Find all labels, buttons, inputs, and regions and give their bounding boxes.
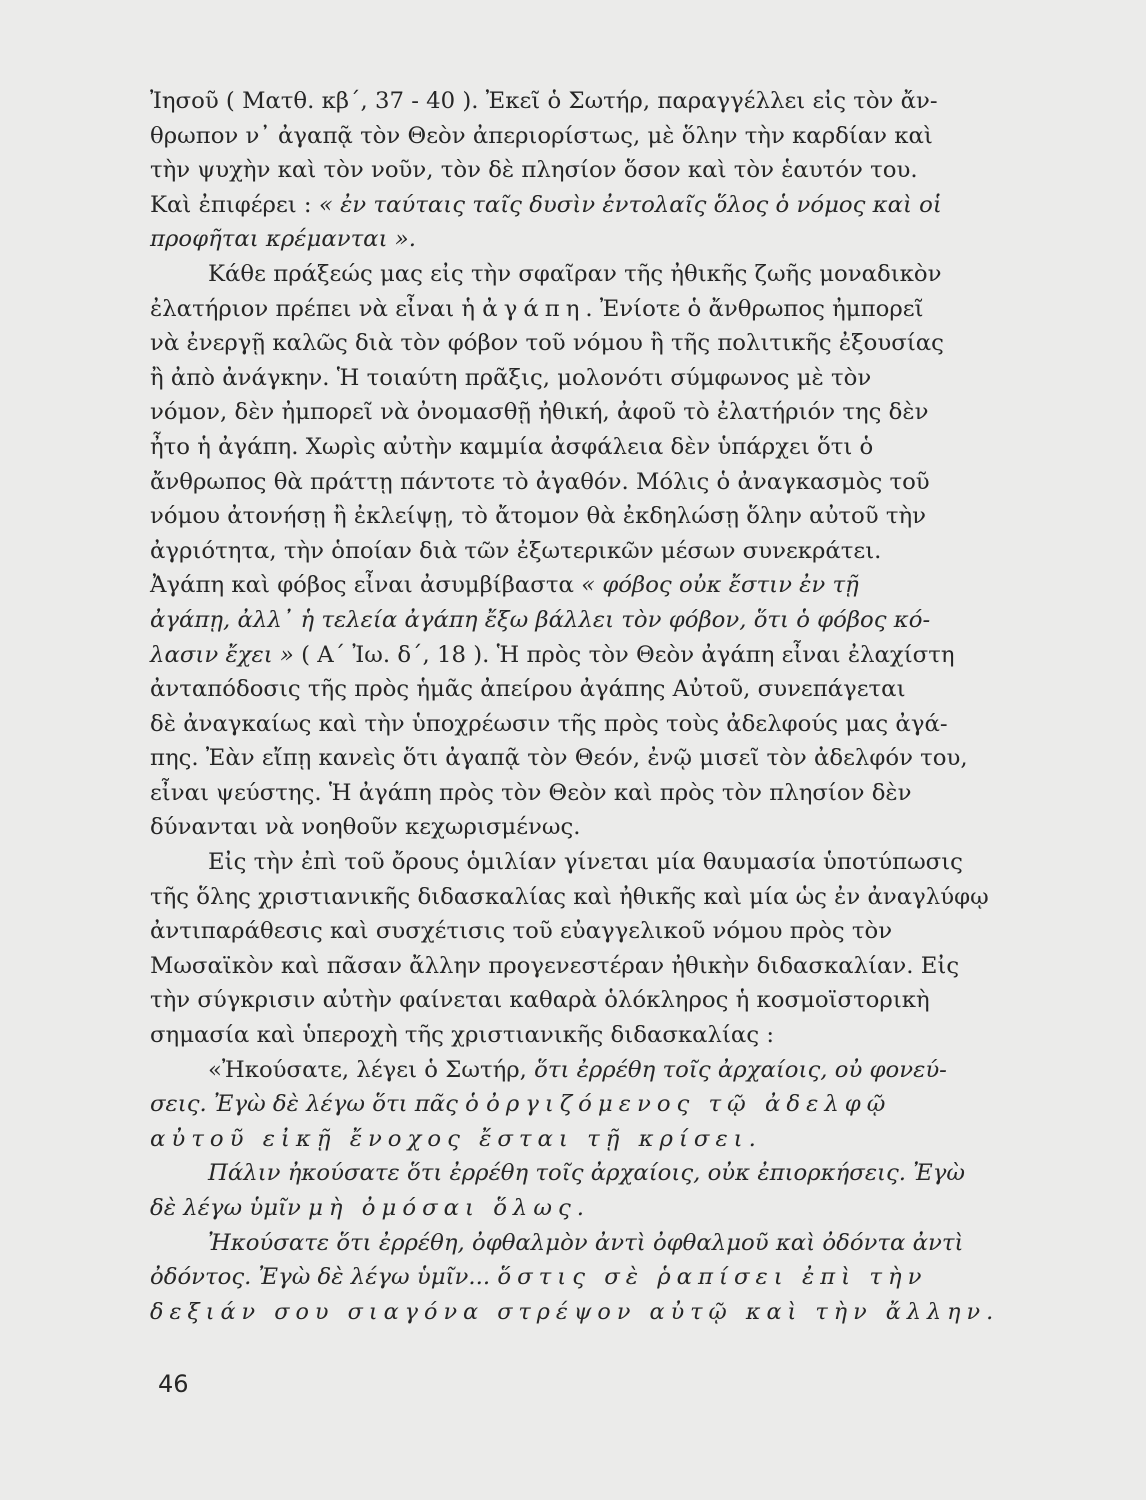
- text-line: τῆς ὅλης χριστιανικῆς διδασκαλίας καὶ ἠθικῆς καὶ μία ὡς ἐν ἀναγλύφῳ: [150, 883, 989, 910]
- text-line: νὰ ἐνεργῇ καλῶς διὰ τὸν φόβον τοῦ νόμου ἢ τῆς πολιτικῆς ἐξουσίας: [150, 330, 944, 357]
- text-line: ἄνθρωπος θὰ πράττῃ πάντοτε τὸ ἀγαθόν. Μόλις ὁ ἀναγκασμὸς τοῦ: [150, 468, 930, 495]
- text-line: εἶναι ψεύστης. Ἡ ἀγάπη πρὸς τὸν Θεὸν καὶ πρὸς τὸν πλησίον δὲν: [150, 779, 912, 806]
- text-line: τὴν σύγκρισιν αὐτὴν φαίνεται καθαρὰ ὁλόκληρος ἡ κοσμοϊστορικὴ: [150, 987, 930, 1014]
- body-text: [150, 84, 1002, 1329]
- text-segment: Ἀγάπη καὶ φόβος εἶναι ἀσυμβίβαστα: [150, 572, 574, 599]
- spaced-emphasis: ὅστις σὲ ῥαπίσει ἐπὶ τὴν: [497, 1264, 928, 1291]
- text-line: θρωπον ν᾽ ἀγαπᾷ τὸν Θεὸν ἀπεριορίστως, μὲ ὅλην τὴν καρδίαν καὶ: [150, 122, 933, 149]
- quote-italic: « ἐν ταύταις ταῖς δυσὶν ἐντολαῖς ὅλος ὁ νόμος καὶ οἱ: [318, 191, 942, 218]
- text-line: [150, 1191, 1002, 1226]
- spaced-emphasis: μὴ ὀμόσαι ὅλως.: [308, 1195, 590, 1221]
- text-line: Εἰς τὴν ἐπὶ τοῦ ὄρους ὁμιλίαν γίνεται μία θαυμασία ὑποτύπωσις: [208, 849, 963, 876]
- text-line: [150, 568, 1002, 603]
- quote-italic: λασιν ἔχει »: [150, 641, 294, 668]
- text-line: ἀντιπαράθεσις καὶ συσχέτισις τοῦ εὐαγγελικοῦ νόμου πρὸς τὸν: [150, 918, 893, 945]
- text-segment: Καὶ ἐπιφέρει :: [150, 191, 312, 218]
- text-line: Πάλιν ἠκούσατε ὅτι ἐρρέθη τοῖς ἀρχαίοις, οὐκ ἐπιορκήσεις. Ἐγὼ: [208, 1160, 965, 1187]
- text-segment: ( Α΄ Ἰω. δ΄, 18 ). Ἡ πρὸς τὸν Θεὸν ἀγάπη εἶναι ἐλαχίστη: [293, 641, 955, 668]
- text-line: [150, 1053, 1002, 1088]
- page-number: 46: [158, 1370, 189, 1398]
- text-line: νόμον, δὲν ἠμπορεῖ νὰ ὀνομασθῇ ἠθική, ἀφοῦ τὸ ἐλατήριόν της δὲν: [150, 399, 929, 426]
- text-line: [150, 638, 1002, 673]
- text-line: Ἰησοῦ ( Ματθ. κβ΄, 37 - 40 ). Ἐκεῖ ὁ Σωτήρ, παραγγέλλει εἰς τὸν ἄν-: [150, 88, 938, 114]
- text-line: τὴν ψυχὴν καὶ τὸν νοῦν, τὸν δὲ πλησίον ὅσον καὶ τὸν ἑαυτόν του.: [150, 157, 918, 184]
- text-segment: «Ἠκούσατε, λέγει ὁ Σωτήρ,: [208, 1056, 527, 1083]
- text-line: προφῆται κρέμανται ».: [150, 226, 416, 253]
- text-line: ἀγάπῃ, ἀλλ᾽ ἡ τελεία ἀγάπη ἔξω βάλλει τὸν φόβον, ὅτι ὁ φόβος κό-: [150, 606, 931, 633]
- quote-italic: « φόβος οὐκ ἔστιν ἐν τῇ: [581, 572, 859, 599]
- text-line: αὐτοῦ εἰκῇ ἔνοχος ἔσται τῇ κρίσει.: [150, 1125, 762, 1152]
- text-line: δὲ ἀναγκαίως καὶ τὴν ὑποχρέωσιν τῆς πρὸς τοὺς ἀδελφούς μας ἀγά-: [150, 710, 948, 737]
- spaced-emphasis: ὀργιζόμενος τῷ ἀδελφῷ: [486, 1091, 892, 1118]
- text-line: Κάθε πράξεώς μας εἰς τὴν σφαῖραν τῆς ἠθικῆς ζωῆς μοναδικὸν: [208, 260, 942, 287]
- text-line: σημασία καὶ ὑπεροχὴ τῆς χριστιανικῆς διδασκαλίας :: [150, 1022, 775, 1049]
- text-line: δύνανται νὰ νοηθοῦν κεχωρισμένως.: [150, 814, 581, 841]
- quote-italic: ὅτι ἐρρέθη τοῖς ἀρχαίοις, οὐ φονεύ-: [534, 1056, 947, 1083]
- quote-italic: σεις. Ἐγὼ δὲ λέγω ὅτι πᾶς ὁ: [150, 1091, 479, 1118]
- text-line: ἀγριότητα, τὴν ὁποίαν διὰ τῶν ἐξωτερικῶν μέσων συνεκράτει.: [150, 537, 882, 564]
- text-line: Μωσαϊκὸν καὶ πᾶσαν ἄλλην προγενεστέραν ἠθικὴν διδασκαλίαν. Εἰς: [150, 952, 960, 979]
- text-line: πης. Ἐὰν εἴπῃ κανεὶς ὅτι ἀγαπᾷ τὸν Θεόν, ἐνῷ μισεῖ τὸν ἀδελφόν του,: [150, 745, 968, 772]
- text-line: νόμου ἀτονήσῃ ἢ ἐκλείψῃ, τὸ ἄτομον θὰ ἐκδηλώσῃ ὅλην αὐτοῦ τὴν: [150, 503, 927, 530]
- text-segment: . Ἐνίοτε ὁ ἄνθρωπος ἠμπορεῖ: [585, 295, 924, 322]
- text-line: [150, 188, 1002, 223]
- quote-italic: δὲ λέγω ὑμῖν: [150, 1195, 301, 1221]
- text-line: [150, 292, 1002, 327]
- text-line: Ἠκούσατε ὅτι ἐρρέθη, ὀφθαλμὸν ἀντὶ ὀφθαλμοῦ καὶ ὀδόντα ἀντὶ: [208, 1229, 964, 1256]
- text-line: ἀνταπόδοσις τῆς πρὸς ἡμᾶς ἀπείρου ἀγάπης Αὐτοῦ, συνεπάγεται: [150, 676, 906, 703]
- text-line: ἦτο ἡ ἀγάπη. Χωρὶς αὐτὴν καμμία ἀσφάλεια δὲν ὑπάρχει ὅτι ὁ: [150, 433, 874, 460]
- text-line: [150, 1260, 1002, 1295]
- text-line: δεξιάν σου σιαγόνα στρέψον αὐτῷ καὶ τὴν ἄλλην.: [150, 1298, 1000, 1325]
- spaced-emphasis: ἀγάπη: [482, 295, 586, 322]
- text-segment: ἐλατήριον πρέπει νὰ εἶναι ἡ: [150, 295, 476, 322]
- quote-italic: ὀδόντος. Ἐγὼ δὲ λέγω ὑμῖν...: [150, 1264, 491, 1291]
- text-line: ἢ ἀπὸ ἀνάγκην. Ἡ τοιαύτη πρᾶξις, μολονότι σύμφωνος μὲ τὸν: [150, 364, 872, 391]
- text-line: [150, 1087, 1002, 1122]
